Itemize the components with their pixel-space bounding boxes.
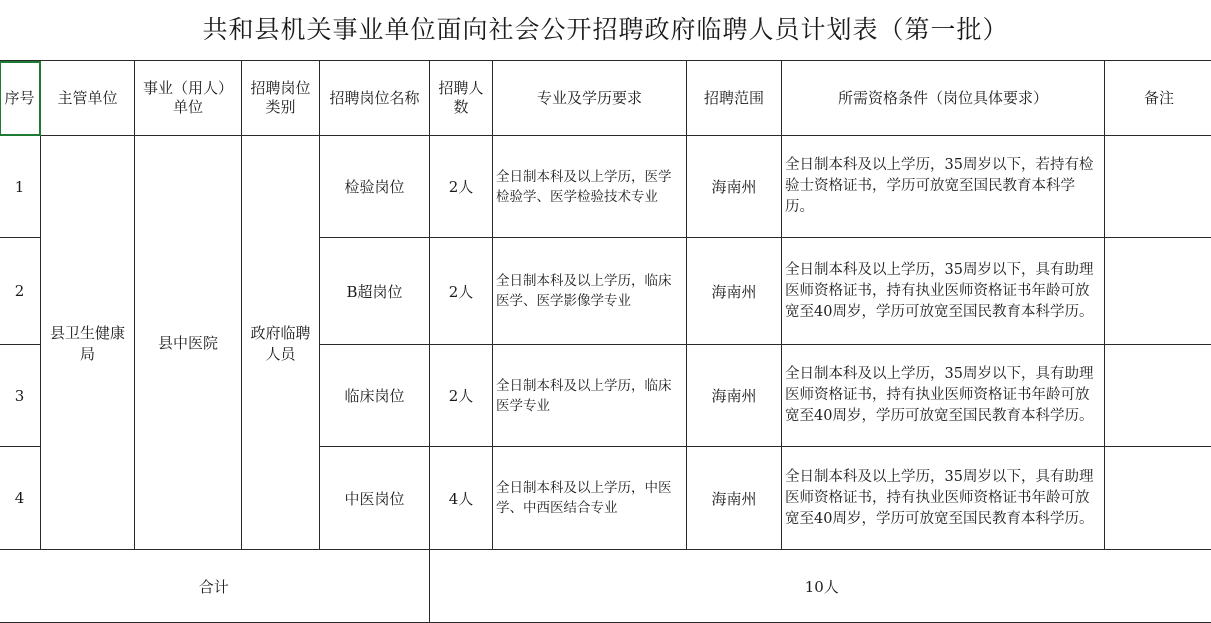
header-dept-cell[interactable]: [41, 61, 135, 136]
header-count-cell[interactable]: [430, 61, 493, 136]
major-cell[interactable]: 全日制本科及以上学历，中医学、中西医结合专业: [493, 447, 687, 550]
position-cell[interactable]: 临床岗位: [320, 345, 430, 447]
header-position-cell[interactable]: [320, 61, 430, 136]
remark-cell[interactable]: [1105, 136, 1211, 238]
scope-cell[interactable]: 海南州: [687, 136, 782, 238]
header-remark: 备注: [1143, 88, 1174, 107]
position-cell[interactable]: 检验岗位: [320, 136, 430, 238]
remark-cell[interactable]: [1105, 345, 1211, 447]
qualification-cell[interactable]: 全日制本科及以上学历，35周岁以下，若持有检验士资格证书，学历可放宽至国民教育本科学历。: [782, 136, 1105, 238]
header-category: 招聘岗位类别: [250, 79, 311, 116]
count-cell[interactable]: 2人: [430, 136, 493, 238]
header-scope-cell[interactable]: [687, 61, 782, 136]
total-label-cell[interactable]: 合计: [0, 550, 430, 623]
qualification-cell[interactable]: 全日制本科及以上学历，35周岁以下，具有助理医师资格证书，持有执业医师资格证书年龄可放宽至40周岁，学历可放宽至国民教育本科学历。: [782, 345, 1105, 447]
seq-cell[interactable]: 3: [0, 345, 41, 447]
remark-cell[interactable]: [1105, 447, 1211, 550]
total-value-cell[interactable]: 10人: [430, 550, 1211, 623]
seq-cell[interactable]: 1: [0, 136, 41, 238]
header-qualification-cell[interactable]: [782, 61, 1105, 136]
scope-cell[interactable]: 海南州: [687, 447, 782, 550]
header-major: 专业及学历要求: [536, 88, 642, 107]
seq-cell[interactable]: 2: [0, 238, 41, 345]
header-position: 招聘岗位名称: [329, 88, 420, 107]
header-scope: 招聘范围: [703, 88, 764, 107]
category-cell[interactable]: 政府临聘人员: [242, 136, 320, 550]
remark-cell[interactable]: [1105, 238, 1211, 345]
header-major-cell[interactable]: [493, 61, 687, 136]
major-cell[interactable]: 全日制本科及以上学历，医学检验学、医学检验技术专业: [493, 136, 687, 238]
position-cell[interactable]: 中医岗位: [320, 447, 430, 550]
scope-cell[interactable]: 海南州: [687, 345, 782, 447]
header-remark-cell[interactable]: [1105, 61, 1211, 136]
header-unit: 事业（用人）单位: [142, 79, 233, 116]
header-row: [0, 61, 1211, 136]
table-row: [0, 136, 1211, 238]
count-cell[interactable]: 4人: [430, 447, 493, 550]
header-category-cell[interactable]: [242, 61, 320, 136]
qualification-cell[interactable]: 全日制本科及以上学历，35周岁以下，具有助理医师资格证书，持有执业医师资格证书年龄可放宽至40周岁，学历可放宽至国民教育本科学历。: [782, 447, 1105, 550]
count-cell[interactable]: 2人: [430, 345, 493, 447]
unit-cell[interactable]: 县中医院: [135, 136, 242, 550]
header-seq-cell[interactable]: [0, 61, 41, 136]
header-unit-cell[interactable]: [135, 61, 242, 136]
qualification-cell[interactable]: 全日制本科及以上学历，35周岁以下，具有助理医师资格证书，持有执业医师资格证书年龄可放宽至40周岁，学历可放宽至国民教育本科学历。: [782, 238, 1105, 345]
scope-cell[interactable]: 海南州: [687, 238, 782, 345]
major-cell[interactable]: 全日制本科及以上学历，临床医学专业: [493, 345, 687, 447]
seq-cell[interactable]: 4: [0, 447, 41, 550]
header-dept: 主管单位: [57, 88, 118, 107]
total-row: [0, 550, 1211, 623]
major-cell[interactable]: 全日制本科及以上学历，临床医学、医学影像学专业: [493, 238, 687, 345]
recruitment-table: [0, 60, 1211, 623]
count-cell[interactable]: 2人: [430, 238, 493, 345]
header-seq: 序号: [4, 88, 35, 107]
dept-cell[interactable]: 县卫生健康局: [41, 136, 135, 550]
page-title: 共和县机关事业单位面向社会公开招聘政府临聘人员计划表（第一批）: [202, 15, 1009, 44]
header-count: 招聘人数: [438, 79, 484, 116]
position-cell[interactable]: B超岗位: [320, 238, 430, 345]
header-qualification: 所需资格条件（岗位具体要求）: [837, 88, 1048, 107]
